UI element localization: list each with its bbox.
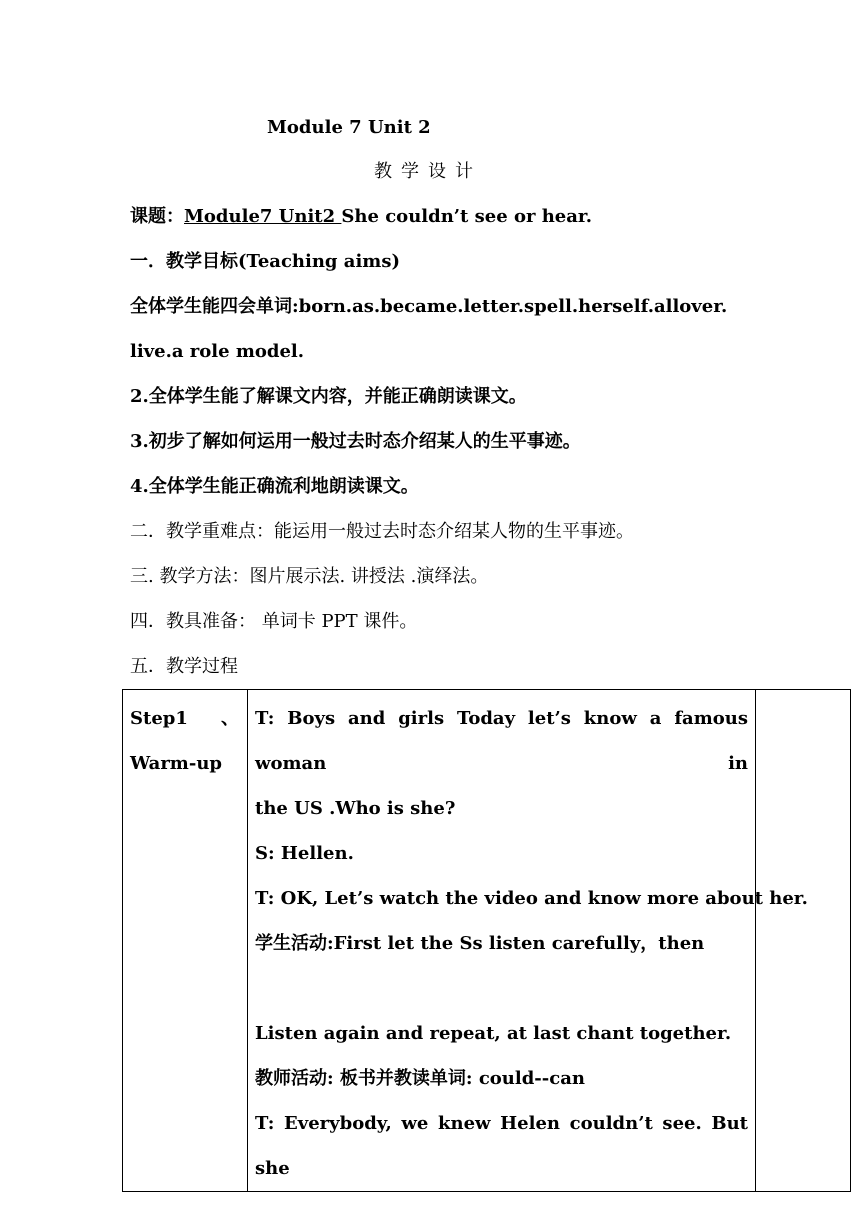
activity-line: S: Hellen. (255, 843, 354, 864)
aim-3: 3.初步了解如何运用一般过去时态介绍某人的生平事迹。 (130, 431, 581, 452)
activity-cell (248, 690, 808, 1192)
notes-cell (756, 690, 851, 1192)
aim-1-line-1: 全体学生能四会单词:born.as.became.letter.spell.herself.allover. (130, 296, 728, 317)
teaching-methods: 三. 教学方法：图片展示法. 讲授法 .演绎法。 (130, 566, 489, 587)
teaching-materials: 四．教具准备： 单词卡 PPT 课件。 (130, 611, 418, 632)
process-heading: 五．教学过程 (130, 656, 238, 677)
table-row (123, 690, 851, 1192)
step-cell (123, 690, 248, 1192)
topic-line (130, 205, 592, 229)
aims-heading: 一．教学目标(Teaching aims) (130, 251, 400, 272)
lesson-process-table (122, 689, 851, 1192)
aim-4: 4.全体学生能正确流利地朗读课文。 (130, 476, 419, 497)
activity-line: 教师活动: 板书并教读单词: could--can (255, 1068, 585, 1089)
activity-line: the US .Who is she? (255, 798, 456, 819)
module-title: Module 7 Unit 2 (267, 117, 431, 138)
activity-line: T: Everybody, we knew Helen couldn’t see. But she (255, 1113, 748, 1179)
topic-label: 课题： (130, 206, 184, 227)
activity-line: Listen again and repeat, at last chant together. (255, 1023, 732, 1044)
topic-module: Module7 Unit2 (184, 206, 342, 227)
aim-1-line-2: live.a role model. (130, 341, 305, 362)
key-points: 二．教学重难点：能运用一般过去时态介绍某人物的生平事迹。 (130, 521, 634, 542)
activity-line: 学生活动:First let the Ss listen carefully，then (255, 933, 705, 954)
design-title: 教学设计 (374, 161, 482, 182)
activity-line: T: Boys and girls Today let’s know a famous woman in (255, 708, 748, 774)
topic-sentence: She couldn’t see or hear. (341, 206, 592, 227)
step-separator: 、 (221, 708, 239, 729)
activity-blank-line (255, 966, 748, 1011)
step-name: Warm-up (130, 753, 222, 774)
step-label: Step1 (130, 708, 188, 729)
activity-line: T: OK, Let’s watch the video and know more about her. (255, 888, 808, 909)
aim-2: 2.全体学生能了解课文内容，并能正确朗读课文。 (130, 386, 527, 407)
